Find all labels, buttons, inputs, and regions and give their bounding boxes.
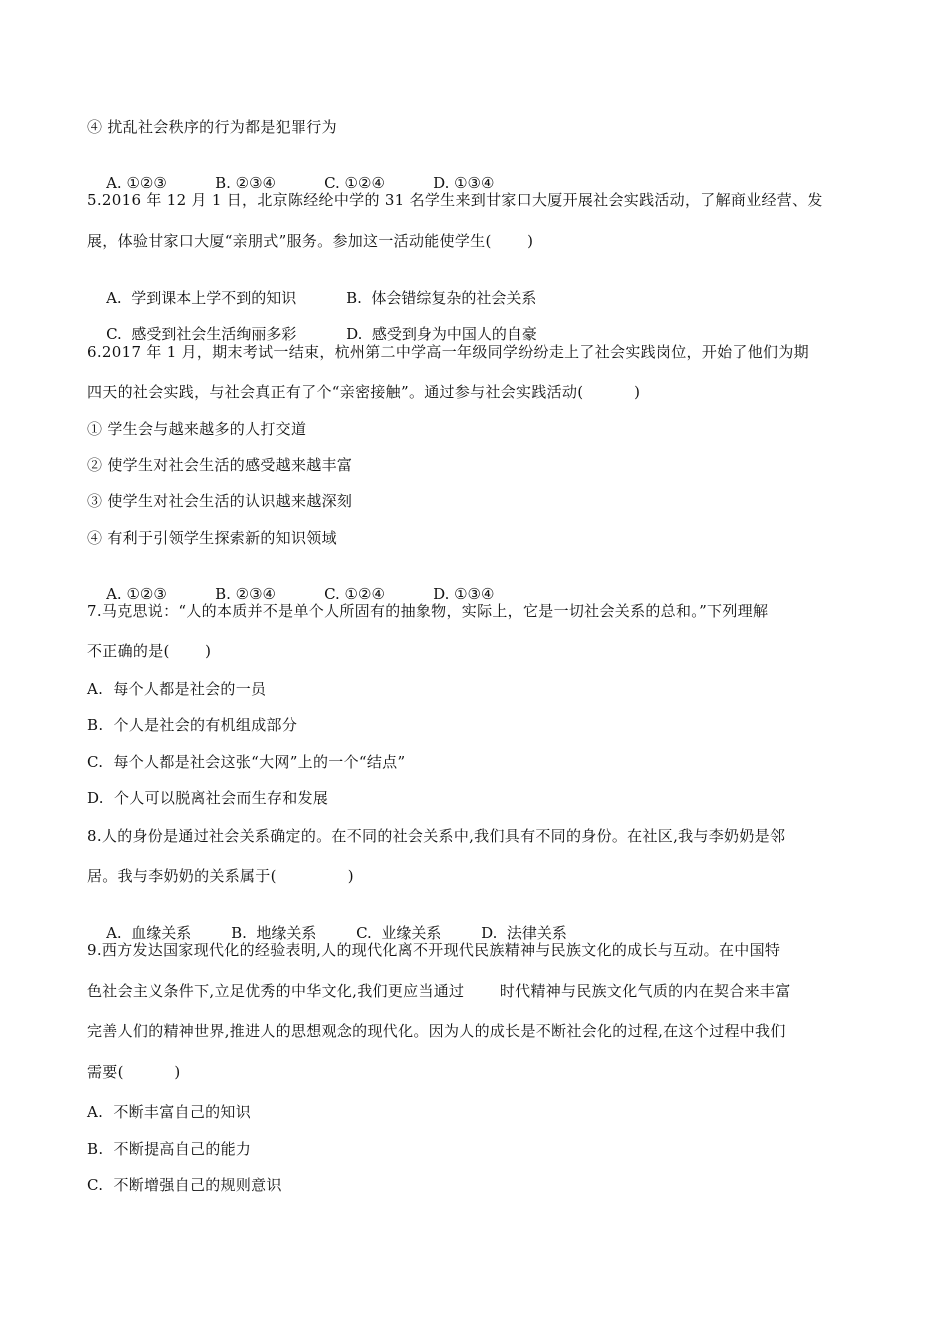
- q8-stem-line-1: 8.人的身份是通过社会关系确定的。在不同的社会关系中,我们具有不同的身份。在社区,我与李奶奶是邻: [87, 827, 786, 845]
- q8-option-b: B. 地缘关系: [231, 924, 317, 942]
- q7-stem-line-2: 不正确的是( ): [87, 642, 212, 660]
- q4-option-b: B. ②③④: [215, 174, 276, 192]
- q6-item-1: ① 学生会与越来越多的人打交道: [87, 420, 307, 438]
- q8-option-d: D. 法律关系: [481, 924, 567, 942]
- q9-option-a: A. 不断丰富自己的知识: [87, 1103, 252, 1121]
- q7-option-c: C. 每个人都是社会这张“大网”上的一个“结点”: [87, 753, 406, 771]
- q9-stem-line-4: 需要( ): [87, 1063, 181, 1081]
- q6-option-a: A. ①②③: [106, 585, 167, 603]
- q8-option-a: A. 血缘关系: [106, 924, 192, 942]
- q5-stem-line-2: 展，体验甘家口大厦“亲朋式”服务。参加这一活动能使学生( ): [87, 232, 534, 250]
- q8-stem-line-2: 居。我与李奶奶的关系属于( ): [87, 867, 354, 885]
- q9-stem-line-1: 9.西方发达国家现代化的经验表明,人的现代化离不开现代民族精神与民族文化的成长与互动。在中国特: [87, 941, 781, 959]
- q6-item-2: ② 使学生对社会生活的感受越来越丰富: [87, 456, 353, 474]
- q9-stem-line-2: 色社会主义条件下,立足优秀的中华文化,我们更应当通过 时代精神与民族文化气质的内在契合来丰富: [87, 982, 791, 1000]
- q5-stem-line-1: 5.2016 年 12 月 1 日，北京陈经纶中学的 31 名学生来到甘家口大厦开展社会实践活动，了解商业经营、发: [87, 191, 823, 209]
- q5-option-a: A. 学到课本上学不到的知识: [106, 289, 297, 307]
- q9-option-c: C. 不断增强自己的规则意识: [87, 1176, 282, 1194]
- q9-stem-line-3: 完善人们的精神世界,推进人的思想观念的现代化。因为人的成长是不断社会化的过程,在这个过程中我们: [87, 1022, 786, 1040]
- q5-option-d: D. 感受到身为中国人的自豪: [346, 325, 537, 343]
- q8-option-c: C. 业缘关系: [356, 924, 442, 942]
- q6-stem-line-1: 6.2017 年 1 月，期末考试一结束，杭州第二中学高一年级同学纷纷走上了社会实践岗位，开始了他们为期: [87, 343, 809, 361]
- q4-option-c: C. ①②④: [324, 174, 385, 192]
- q4-option-a: A. ①②③: [106, 174, 167, 192]
- q6-option-d: D. ①③④: [433, 585, 495, 603]
- q6-option-c: C. ①②④: [324, 585, 385, 603]
- q5-option-b: B. 体会错综复杂的社会关系: [346, 289, 537, 307]
- q7-stem-line-1: 7.马克思说：“人的本质并不是单个人所固有的抽象物，实际上，它是一切社会关系的总和。”下列理解: [87, 602, 769, 620]
- q5-option-c: C. 感受到社会生活绚丽多彩: [106, 325, 297, 343]
- q6-stem-line-2: 四天的社会实践，与社会真正有了个“亲密接触”。通过参与社会实践活动( ): [87, 383, 641, 401]
- q6-item-3: ③ 使学生对社会生活的认识越来越深刻: [87, 492, 353, 510]
- q4-item-4: ④ 扰乱社会秩序的行为都是犯罪行为: [87, 118, 337, 136]
- q7-option-b: B. 个人是社会的有机组成部分: [87, 716, 298, 734]
- q7-option-d: D. 个人可以脱离社会而生存和发展: [87, 789, 329, 807]
- q9-option-b: B. 不断提高自己的能力: [87, 1140, 252, 1158]
- q4-option-d: D. ①③④: [433, 174, 495, 192]
- q7-option-a: A. 每个人都是社会的一员: [87, 680, 267, 698]
- q6-item-4: ④ 有利于引领学生探索新的知识领域: [87, 529, 337, 547]
- q6-option-b: B. ②③④: [215, 585, 276, 603]
